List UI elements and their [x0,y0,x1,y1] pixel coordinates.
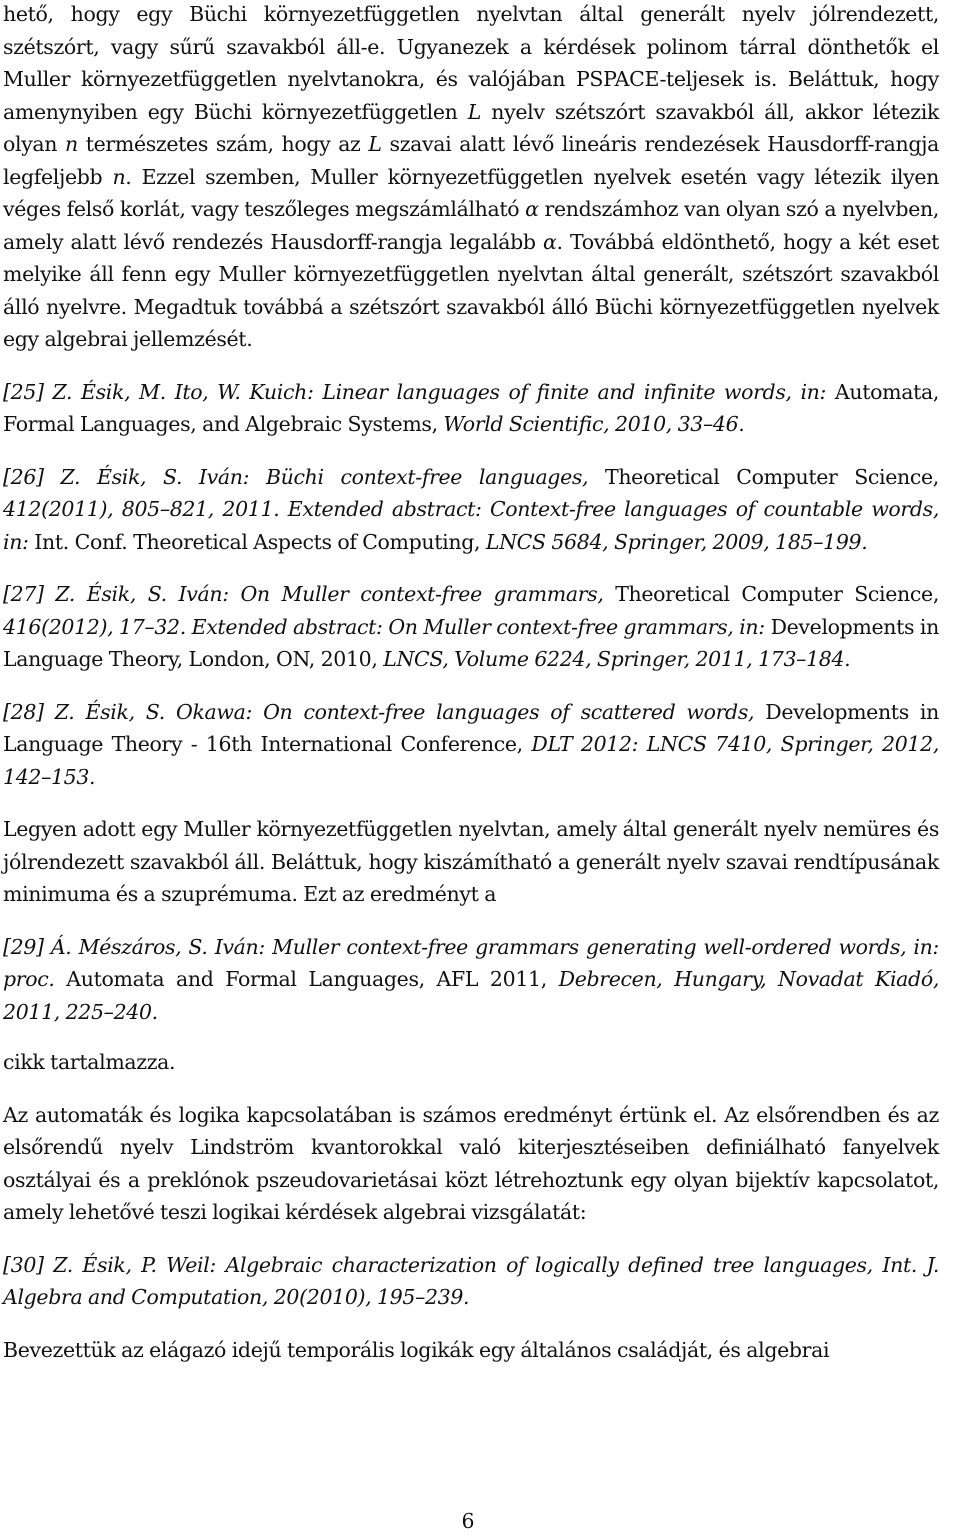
paragraph-temporal-logic: Bevezettük az elágazó idejű temporális logikák egy általános családját, és algebrai [3,1337,830,1362]
reference-29: [29] Á. Mészáros, S. Iván: Muller context-free grammars generating well-ordered words, in: proc. Automata and Formal Languages, AFL 2011, Debrecen, Hungary, Novadat Kiadó, 2011, 225–240. [3,934,939,1024]
paragraph-automata-logic: Az automaták és logika kapcsolatában is számos eredményt értünk el. Az elsőrendben és az elsőrendű nyelv Lindström kvantorokkal való kiterjesztéseiben definiálható fanyelvek osztályai és a preklónok pszeudovarietásai közt létrehoztunk egy olyan bijektív kapcsolatot, amely lehetővé teszi logikai kérdések algebrai vizsgálatát: [3,1102,939,1224]
math-variable: α [525,197,539,221]
math-variable: α [543,229,557,254]
reference-27: [27] Z. Ésik, S. Iván: On Muller context-free grammars, Theoretical Computer Science, 416(2012), 17–32. Extended abstract: On Muller context-free grammars, in: Developments in Language Theory, London, ON, 2010, LNCS, Volume 6224, Springer, 2011, 173–184. [3,582,939,671]
reference-28: [28] Z. Ésik, S. Okawa: On context-free languages of scattered words, Developments in Language Theory - 16th International Conference, DLT 2012: LNCS 7410, Springer, 2012, 142–153. [3,699,939,789]
reference-26: [26] Z. Ésik, S. Iván: Büchi context-free languages, Theoretical Computer Science, 412(2011), 805–821, 2011. Extended abstract: Context-free languages of countable words, in: Int. Conf. Theoretical Aspects of Computing, LNCS 5684, Springer, 2009, 185–199. [3,464,939,554]
paragraph-cikk: cikk tartalmazza. [3,1050,176,1074]
paragraph-well-ordered: Legyen adott egy Muller környezetfüggetlen nyelvtan, amely által generált nyelv nemüres és jólrendezett szavakból áll. Beláttuk, hogy kiszámítható a generált nyelv szavai rendtípusának minimuma és a szuprémuma. Ezt az eredményt a [3,817,939,906]
math-variable: L [467,99,482,124]
math-variable: n [112,164,126,189]
document-page [3,0,939,1366]
math-variable: n [65,132,78,156]
paragraph-buchi-results: hető, hogy egy Büchi környezetfüggetlen nyelvtan által generált nyelv jólrendezett, szétszórt, vagy sűrű szavakból áll-e. Ugyanezek a kérdések polinom tárral dönthetők el Muller környezetfüggetlen nyelvtanokra, és valójában PSPACE-teljesek is. Beláttuk, hogy amenynyiben egy Büchi környezetfüggetlen L nyelv szétszórt szavakból áll, akkor létezik olyan n természetes szám, hogy az L szavai alatt lévő lineáris rendezések Hausdorff-rangja legfeljebb n. Ezzel szemben, Muller környezetfüggetlen nyelvek esetén vagy létezik ilyen véges felső korlát, vagy teszőleges megszámlálható α rendszámhoz van olyan szó a nyelvben, amely alatt lévő rendezés Hausdorff-rangja legalább α. Továbbá eldönthető, hogy a két eset melyike áll fenn egy Muller környezetfüggetlen nyelvtan által generált, szétszórt szavakból álló nyelvre. Megadtuk továbbá a szétszórt szavakból álló Büchi környezetfüggetlen nyelvek egy algebrai jellemzését. [3,2,940,351]
reference-25: [25] Z. Ésik, M. Ito, W. Kuich: Linear languages of finite and infinite words, in: Automata, Formal Languages, and Algebraic Systems, World Scientific, 2010, 33–46. [3,379,939,436]
reference-30: [30] Z. Ésik, P. Weil: Algebraic characterization of logically defined tree languages, Int. J. Algebra and Computation, 20(2010), 195–239. [3,1252,939,1309]
page-number: 6 [461,1509,475,1533]
math-variable: L [368,132,382,156]
